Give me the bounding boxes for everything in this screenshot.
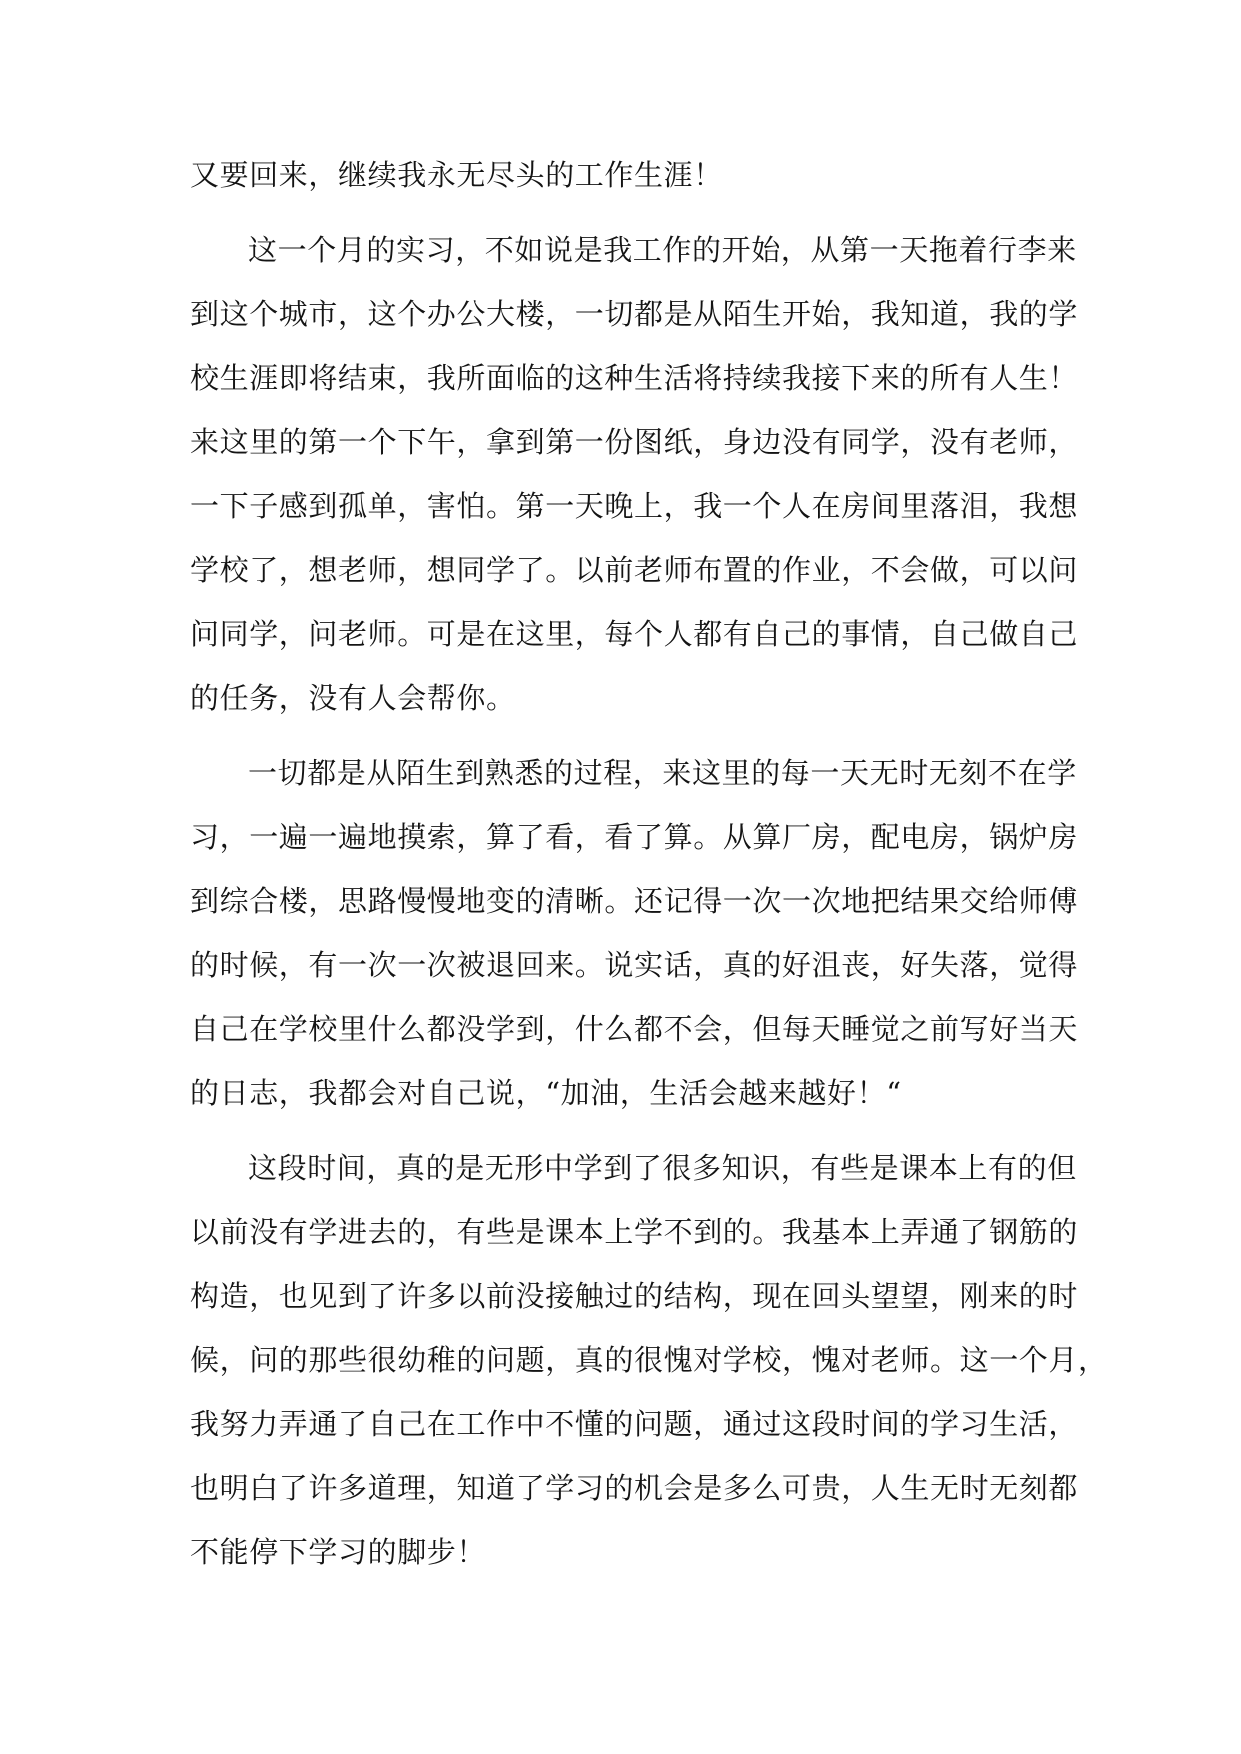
text-line-14: 自己在学校里什么都没学到，什么都不会，但每天睡觉之前写好当天 (190, 1012, 1079, 1046)
text-line-4: 校生涯即将结束，我所面临的这种生活将持续我接下来的所有人生！ (190, 361, 1079, 395)
text-line-3: 到这个城市，这个办公大楼，一切都是从陌生开始，我知道，我的学 (190, 297, 1079, 331)
text-line-20: 我努力弄通了自己在工作中不懂的问题，通过这段时间的学习生活， (190, 1407, 1079, 1441)
text-line-22: 不能停下学习的脚步！ (190, 1535, 487, 1569)
text-line-13: 的时候，有一次一次被退回来。说实话，真的好沮丧，好失落，觉得 (190, 948, 1079, 982)
text-line-6: 一下子感到孤单，害怕。第一天晚上，我一个人在房间里落泪，我想 (190, 489, 1079, 523)
text-line-15: 的日志，我都会对自己说，“加油，生活会越来越好！“ (190, 1076, 902, 1110)
text-line-2: 这一个月的实习，不如说是我工作的开始，从第一天拖着行李来 (248, 233, 1077, 267)
text-line-16: 这段时间，真的是无形中学到了很多知识，有些是课本上有的但 (248, 1151, 1077, 1185)
text-line-5: 来这里的第一个下午，拿到第一份图纸，身边没有同学，没有老师， (190, 425, 1079, 459)
text-line-21: 也明白了许多道理，知道了学习的机会是多么可贵，人生无时无刻都 (190, 1471, 1079, 1505)
text-line-10: 一切都是从陌生到熟悉的过程，来这里的每一天无时无刻不在学 (248, 756, 1077, 790)
text-line-11: 习，一遍一遍地摸索，算了看，看了算。从算厂房，配电房，锅炉房 (190, 820, 1079, 854)
text-line-18: 构造，也见到了许多以前没接触过的结构，现在回头望望，刚来的时 (190, 1279, 1079, 1313)
text-line-8: 问同学，问老师。可是在这里，每个人都有自己的事情，自己做自己 (190, 617, 1079, 651)
text-line-7: 学校了，想老师，想同学了。以前老师布置的作业，不会做，可以问 (190, 553, 1079, 587)
text-line-9: 的任务，没有人会帮你。 (190, 681, 516, 715)
text-line-12: 到综合楼，思路慢慢地变的清晰。还记得一次一次地把结果交给师傅 (190, 884, 1079, 918)
text-line-1: 又要回来，继续我永无尽头的工作生涯！ (190, 158, 723, 192)
text-line-19: 候，问的那些很幼稚的问题，真的很愧对学校，愧对老师。这一个月， (190, 1343, 1108, 1377)
text-line-17: 以前没有学进去的，有些是课本上学不到的。我基本上弄通了钢筋的 (190, 1215, 1079, 1249)
